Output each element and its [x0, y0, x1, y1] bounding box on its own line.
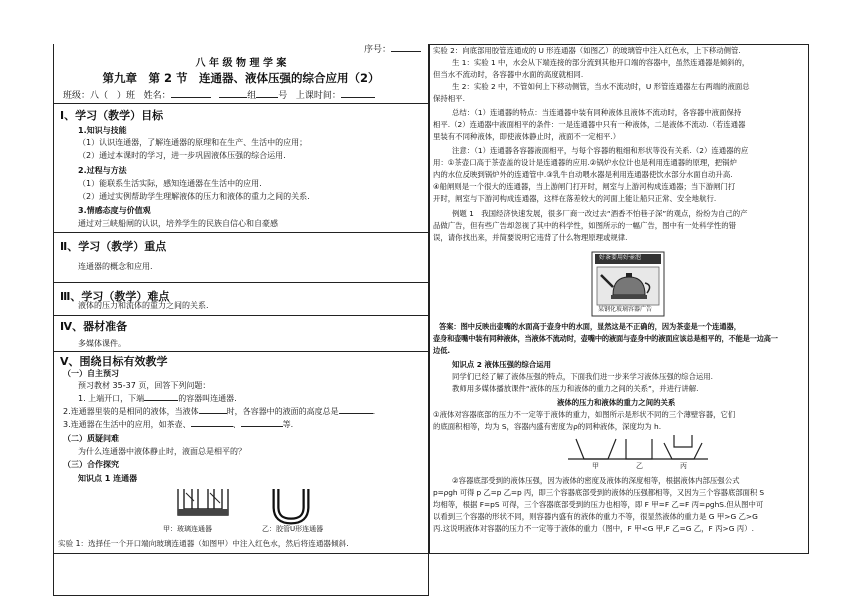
note-text: ④船闸则是一个很大的连通器，当上游闸门打开时，闸室与上游河构成连通器；当下游闸门打: [433, 182, 736, 191]
name-label: 姓名：: [143, 91, 171, 101]
time-blank: [341, 97, 375, 98]
number-label: 号: [278, 91, 288, 101]
knowledge-point-2-title: 知识点 2 液体压强的综合运用: [452, 360, 551, 369]
example-1-text: 例题 1 我国经济快速发展，很多厂商一改过去“酒香不怕巷子深”的观点，纷纷为自己的产: [452, 209, 748, 218]
relation-text: 的底面积相等，均为 S，容器内盛有密度为ρ的同种液体，深度均为 h.: [433, 422, 662, 431]
glass-connector-figure: [168, 485, 240, 525]
preview-question-1: 1. 上端开口，下端 的容器叫连通器.: [78, 394, 237, 403]
answer-blank[interactable]: [339, 413, 373, 414]
relation-text: 丙.这说明液体对容器的压力不一定等于液体的重力（图中，F 甲<G 甲,F 乙=G 乙，F 丙>G 丙）.: [433, 524, 754, 533]
answer-text: 答案：图中反映出壶嘴的水面高于壶身中的水面，显然这是不正确的，因为茶壶是一个连通器，: [439, 322, 741, 331]
group-label: 组: [247, 91, 257, 101]
summary-text: 里装有不同种液体，即使液体静止时，液面不一定相平.）: [433, 132, 621, 141]
ad-slogan: 好茶要用好壶泡: [599, 254, 642, 261]
divider: [53, 282, 429, 283]
class-label: 班级：八（ ）班: [63, 91, 136, 101]
relation-text: ①液体对容器底部的压力不一定等于液体的重力，如图所示是形状不同的三个薄壁容器，它们: [433, 410, 736, 419]
section-key-points-title: Ⅱ、学习（教学）重点: [60, 240, 167, 253]
relation-text: p=ρgh 可得 p 乙=p 乙=p 丙，即三个容器底部受到的液体的压强都相等，又因为三个容器底部面积 S: [433, 488, 764, 497]
process-method-title: 2.过程与方法: [78, 166, 127, 175]
kp2-text: 同学们已经了解了液体压强的特点，下面我们进一步来学习液体压强的综合运用.: [452, 372, 714, 381]
left-bottom-border: [53, 553, 429, 554]
divider: [53, 103, 429, 104]
relation-title: 液体的压力和液体的重力之间的关系: [557, 398, 676, 407]
worksheet-header: [53, 44, 429, 104]
number-blank: [256, 97, 278, 98]
section-objectives-title: Ⅰ、学习（教学）目标: [60, 109, 164, 122]
preview-question-2: 2.连通器里装的是相同的液体，当液体 时，各容器中的液面的高度总是 .: [63, 407, 376, 416]
divider: [53, 351, 429, 352]
student-1-text: 但当水不流动时，各容器中水面的高度就相同.: [433, 70, 584, 79]
preview-question-3: 3.连通器在生活中的应用，如茶壶、 、 等.: [63, 420, 294, 429]
objective-item: （2）通过实例帮助学生理解液体的压力和液体的重力之间的关系.: [78, 192, 310, 201]
ad-caption: 某钢化玻璃容器广告: [598, 306, 653, 313]
question-discussion-title: （二）质疑问难: [63, 434, 119, 443]
difficulties-text: 液体的压力和流体的重力之间的关系.: [78, 301, 209, 310]
figure-a-caption: 甲：玻璃连通器: [163, 525, 212, 533]
note-text: 用：①茶壶口高于茶壶盖的设计是连通器的应用.②锅炉水位计也是利用连通器的原理，把锅炉: [433, 158, 737, 167]
section-teaching-title: Ⅴ、围绕目标有效教学: [60, 355, 168, 368]
key-points-text: 连通器的概念和应用.: [78, 262, 153, 271]
note-text: 内的水位反映到锅炉外的连通管中.③乳牛自动喂水器是利用连通器使饮水部分水面自动升高.: [433, 170, 733, 179]
figure-b-caption: 乙：胶管U形连通器: [262, 525, 324, 533]
class-info-line: [63, 88, 423, 101]
container-label-b: 乙: [636, 462, 643, 469]
answer-blank[interactable]: [241, 426, 283, 427]
self-preview-title: （一）自主预习: [63, 369, 119, 378]
attitude-title: 3.情感态度与价值观: [78, 206, 151, 215]
student-1-text: 生 1：实验 1 中，水会从下端连接的部分流到其他开口端的容器中，虽然连通器是倾斜的，: [452, 58, 750, 67]
serial-blank: [391, 51, 421, 52]
chapter-title: 第九章 第 2 节 连通器、液体压强的综合应用（2）: [102, 71, 380, 85]
divider: [53, 232, 429, 233]
section-difficulties-title: Ⅲ、学习（教学）难点: [60, 290, 170, 303]
experiment-1-text: 实验 1：选择任一个开口端向玻璃连通器（如图甲）中注入红色水，然后将连通器倾斜.: [58, 539, 349, 548]
relation-text: 均相等，根据 F=pS 可得，三个容器底部受到的压力也相等，即 F 甲=F 乙=F 丙=ρghS.但从图中可: [433, 500, 764, 509]
three-containers-figure: [568, 433, 708, 469]
knowledge-skills-title: 1.知识与技能: [78, 126, 127, 135]
preview-lead: 预习教材 35-37 页，回答下列问题：: [78, 381, 211, 390]
answer-blank[interactable]: [191, 426, 233, 427]
group-blank: [219, 97, 247, 98]
relation-text: 以看到三个容器的形状不同，则容器内盛有的液体的重力不等，很显然液体的重力是 G 甲>G 乙>G: [433, 512, 758, 521]
answer-text: 边低.: [433, 346, 451, 355]
student-2-text: 生 2：实验 2 中，不管如何上下移动侧管，当水不流动时，U 形管连通器左右两端的液面总: [452, 82, 750, 91]
note-text: 注意：（1）连通器各容器液面相平，与每个容器的粗细和形状等没有关系.（2）连通器的应: [452, 146, 749, 155]
objective-item: （1）能联系生活实际，感知连通器在生活中的应用.: [78, 179, 262, 188]
kp2-text: 教师用多媒体播放课件“液体的压力和液体的重力之间的关系”，并进行讲解.: [452, 384, 699, 393]
answer-blank[interactable]: [199, 413, 227, 414]
objective-item: （2）通过本课时的学习，进一步巩固液体压强的综合运用.: [78, 151, 286, 160]
cooperation-title: （三）合作探究: [63, 460, 119, 469]
answer-text: 壶身和壶嘴中装有同种液体，当液体不流动时，壶嘴中的液面与壶身中的液面应该总是相平的，不能是一边高一: [433, 334, 778, 343]
answer-blank[interactable]: [144, 400, 178, 401]
time-label: 上课时间：: [295, 91, 341, 101]
summary-text: 相平.（2）连通器中液面相平的条件：一是连通器中只有一种液体，二是液体不流动.（若连通器: [433, 120, 746, 129]
name-blank: [171, 97, 211, 98]
attitude-text: 通过对三峡船闸的认识，培养学生的民族自信心和自豪感: [78, 219, 278, 228]
knowledge-point-1-title: 知识点 1 连通器: [78, 474, 138, 483]
u-tube-figure: [266, 485, 316, 525]
example-1-text: 误，请你找出来，并简要说明它违背了什么物理原理或规律.: [433, 233, 628, 242]
serial-label: 序号：: [363, 45, 391, 55]
materials-text: 多媒体课件。: [78, 339, 126, 348]
worksheet-title: 八 年 级 物 理 学 案: [195, 58, 287, 69]
discussion-text: 为什么连通器中液体静止时，液面总是相平的？: [78, 447, 246, 456]
objective-item: （1）认识连通器，了解连通器的原理和在生产、生活中的应用；: [78, 138, 308, 147]
example-1-text: 品做广告，但有些广告却忽视了其中的科学性，如图所示的一幅广告，图中有一处科学性的错: [433, 221, 737, 230]
experiment-2-text: 实验 2：向底部用胶管连通成的 U 形连通器（如图乙）的玻璃管中注入红色水，上下移动侧管.: [433, 46, 741, 55]
summary-text: 总结：（1）连通器的特点：当连通器中装有同种液体且液体不流动时，各容器中液面保持: [452, 108, 742, 117]
note-text: 开时，闸室与下游河构成连通器，这样在落差较大的河面上能让船只正常、安全地航行.: [433, 194, 717, 203]
container-label-a: 甲: [592, 462, 599, 469]
container-label-c: 丙: [680, 462, 687, 469]
student-2-text: 保持相平.: [433, 94, 465, 103]
section-materials-title: Ⅳ、器材准备: [60, 320, 128, 333]
relation-text: ②容器底部受到的液体压强，因为液体的密度及液体的深度相等，根据液体内部压强公式: [452, 476, 740, 485]
divider: [53, 315, 429, 316]
